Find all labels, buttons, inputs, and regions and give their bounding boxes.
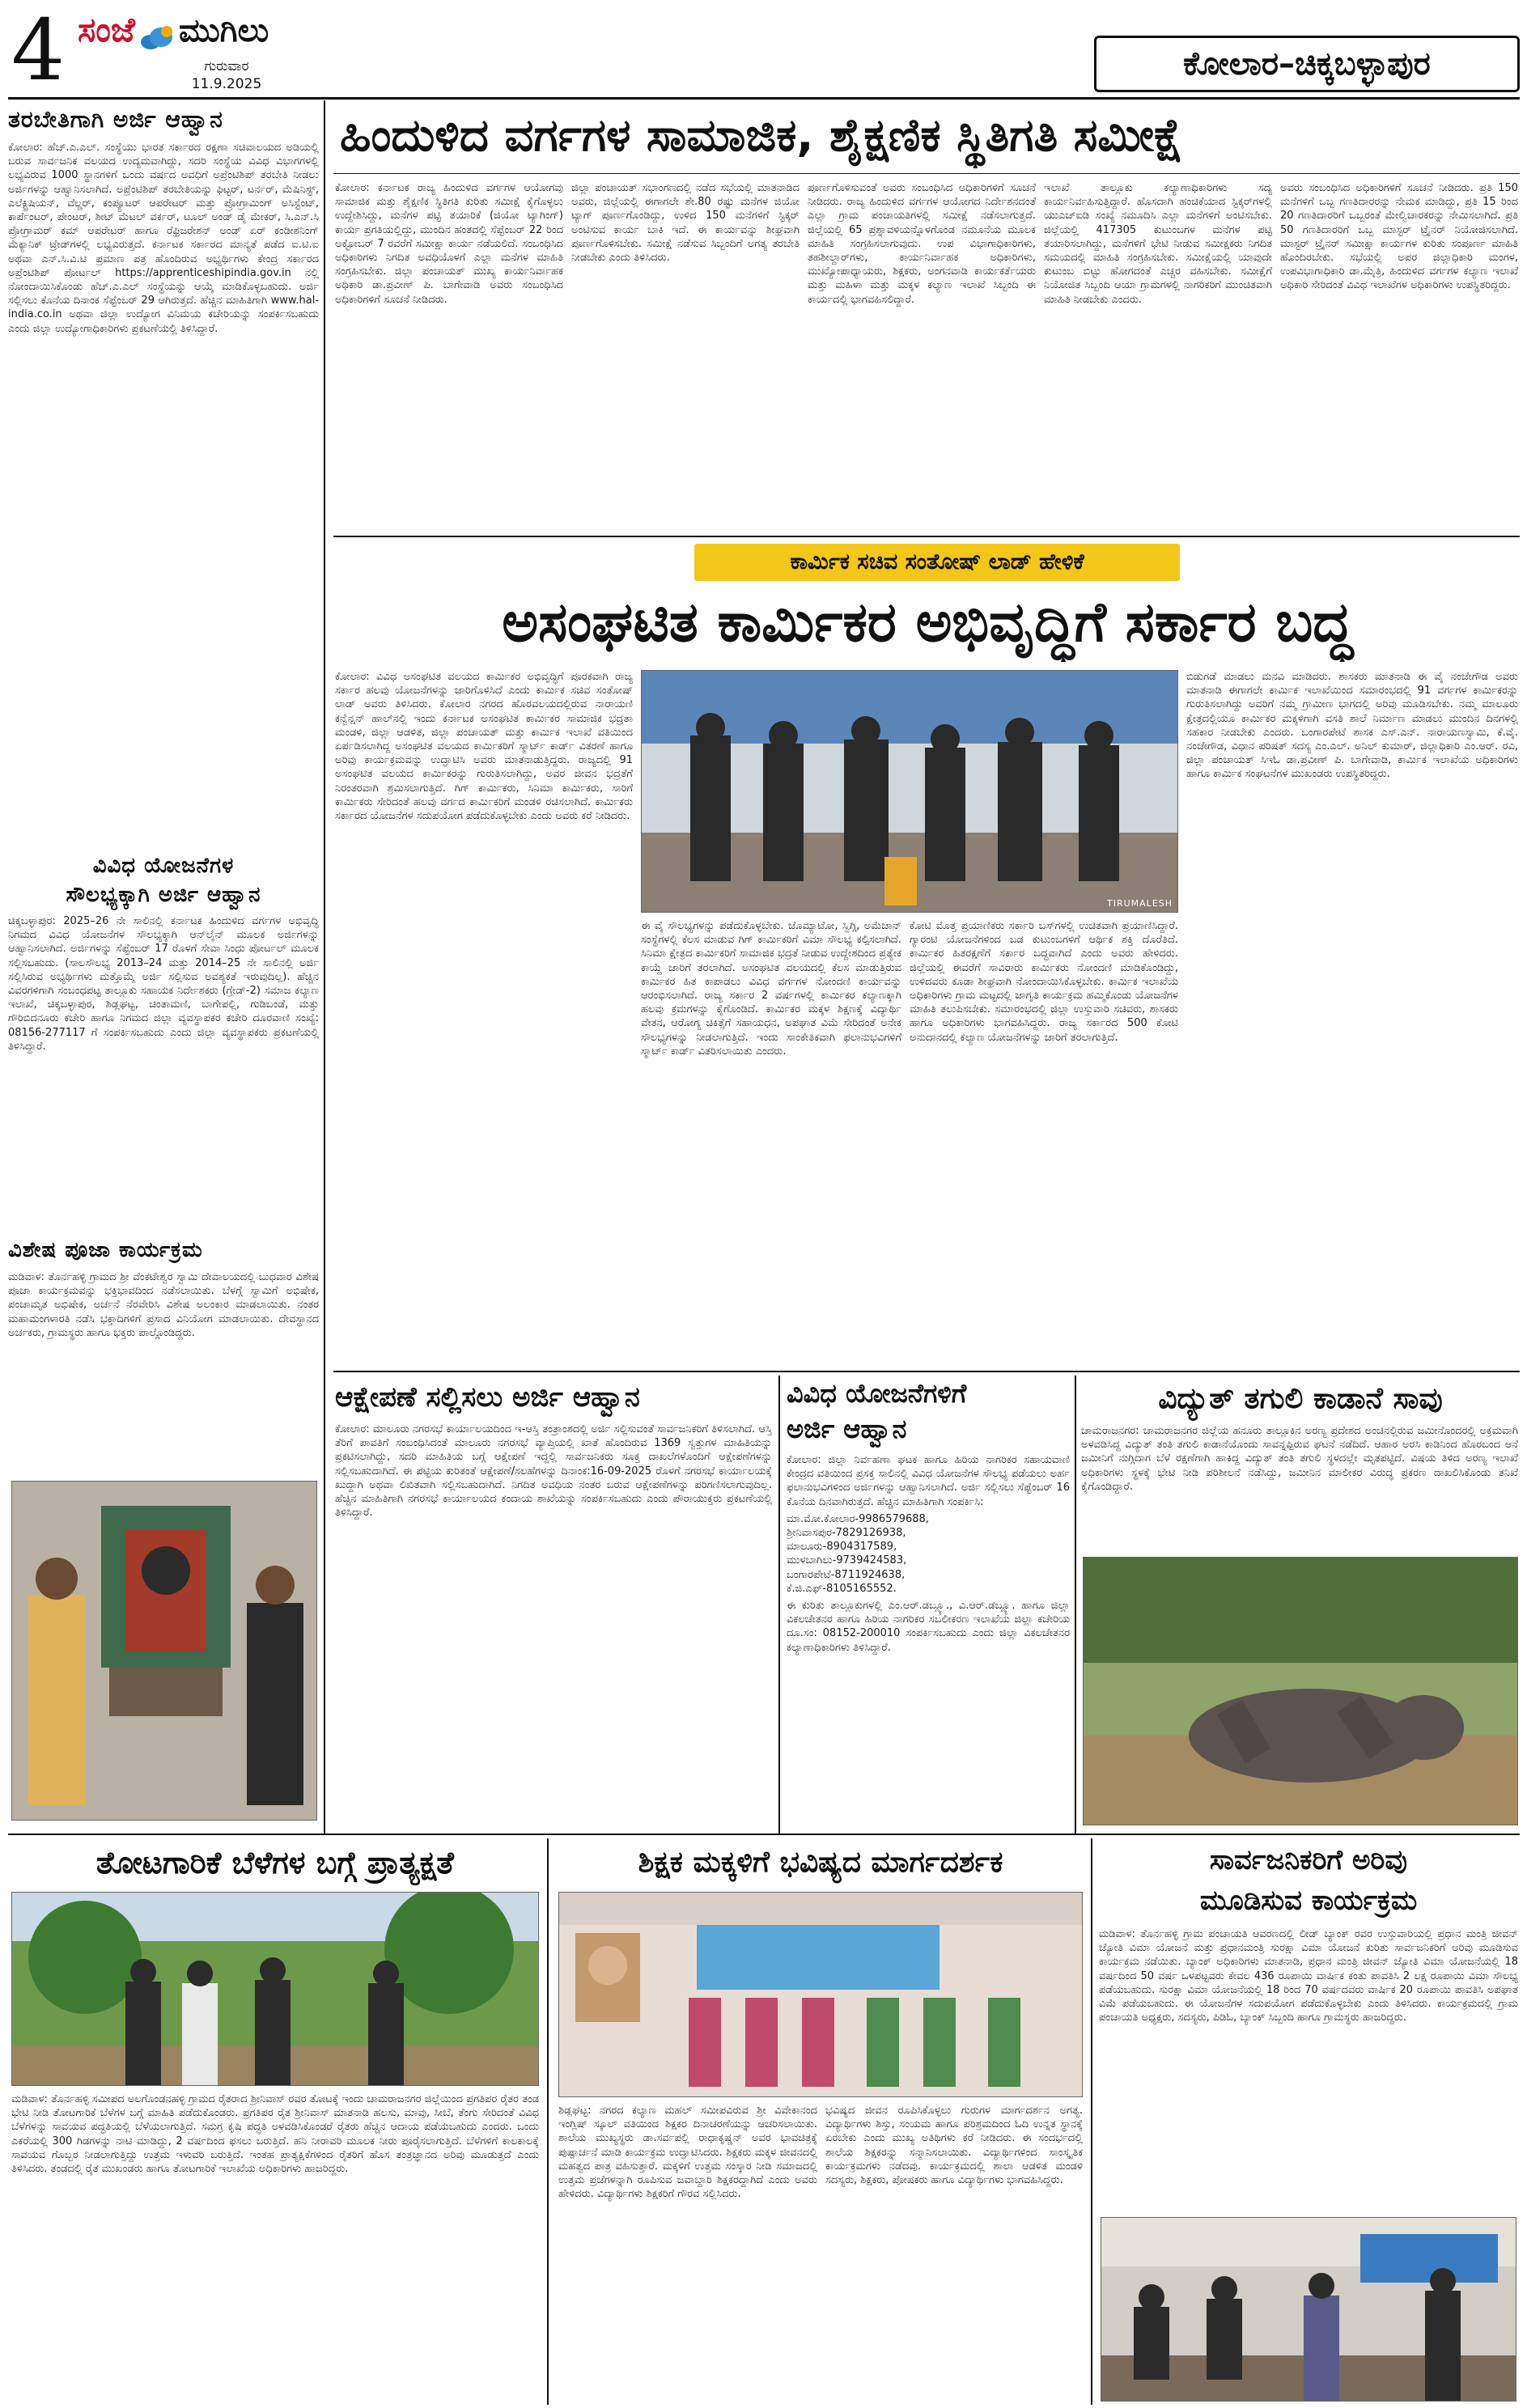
various-headline-line-1: ವಿವಿಧ ಯೋಜನೆಗಳಿಗೆ	[787, 1378, 967, 1409]
teacher-col-2: ಭವಿಷ್ಯದ ಜೀವನ ರೂಪಿಸಿಕೊಳ್ಳಲು ಗುರುಗಳ ಮಾರ್ಗದರ್ಶನ ಅಗತ್ಯ. ವಿದ್ಯಾರ್ಥಿಗಳು ಶಿಸ್ತು, ಸಂಯಮ ಹಾಗೂ ಪರಿಶ್ರಮದಿಂದ ಓದಿ ಉನ್ನತ ಸ್ಥಾನಕ್ಕೆ ಏರಬೇಕು ಎಂದು ಮುಖ್ಯ ಅತಿಥಿಗಳು ಕರೆ ನೀಡಿದರು. ಈ ಸಂದರ್ಭದಲ್ಲಿ ಶಾಲೆಯ ಶಿಕ್ಷಕರನ್ನು ಸನ್ಮಾನಿಸಲಾಯಿತು. ವಿದ್ಯಾರ್ಥಿಗಳಿಂದ ಸಾಂಸ್ಕೃತಿಕ ಕಾರ್ಯಕ್ರಮಗಳು ನಡೆದವು. ಕಾರ್ಯಕ್ರಮದಲ್ಲಿ ಶಾಲಾ ಆಡಳಿತ ಮಂಡಳಿ ಸದಸ್ಯರು, ಶಿಕ್ಷಕರು, ಪೋಷಕರು ಹಾಗೂ ವಿದ್ಯಾರ್ಥಿಗಳು ಭಾಗವಹಿಸಿದ್ದರು.	[825, 2105, 1083, 2187]
contact-line: ಬಂಗಾರಪೇಟೆ-8711924638,	[787, 1568, 906, 1581]
labour-bottom-rule	[333, 1371, 1520, 1372]
sidebar-apprentice-title: ತರಬೇತಿಗಾಗಿ ಅರ್ಜಿ ಆಹ್ವಾನ	[8, 106, 223, 133]
labour-col-2: ಈ ವೈ ಸೌಲಭ್ಯಗಳನ್ನು ಪಡೆದುಕೊಳ್ಳಬೇಕು. ಜೊಮ್ಯಾಟೋ, ಸ್ವಿಗ್ಗಿ, ಅಮೆಜಾನ್ ಸಂಸ್ಥೆಗಳಲ್ಲಿ ಕೆಲಸ ಮಾಡುವ ಗಿಗ್ ಕಾರ್ಮಿಕರಿಗೆ ವಿಮಾ ಸೌಲಭ್ಯ ಕಲ್ಪಿಸಲಾಗಿದೆ. ಸಿನಿಮಾ ಕ್ಷೇತ್ರದ ಕಾರ್ಮಿಕರಿಗೆ ಸಾಮಾಜಿಕ ಭದ್ರತೆ ನೀಡುವ ಉದ್ದೇಶದಿಂದ ಪ್ರತ್ಯೇಕ ಕಾಯ್ದೆ ಜಾರಿಗೆ ತರಲಾಗಿದೆ. ಅಸಂಘಟಿತ ವಲಯದಲ್ಲಿ ಕೆಲಸ ಮಾಡುತ್ತಿರುವ ಕಾರ್ಮಿಕರ ಹಿತ ಕಾಪಾಡಲು ವಿವಿಧ ವರ್ಗಗಳ ನೋಂದಣಿ ಕಾರ್ಯವನ್ನು ಆರಂಭಿಸಲಾಗಿದೆ. ರಾಜ್ಯ ಸರ್ಕಾರ 2 ವರ್ಷಗಳಲ್ಲಿ ಕಾರ್ಮಿಕರ ಕಲ್ಯಾಣಕ್ಕಾಗಿ ಹಲವು ಕ್ರಮಗಳನ್ನು ಕೈಗೊಂಡಿದೆ. ಕಾರ್ಮಿಕರ ಮಕ್ಕಳ ಶಿಕ್ಷಣಕ್ಕೆ ವಿದ್ಯಾರ್ಥಿ ವೇತನ, ಆರೋಗ್ಯ ಚಿಕಿತ್ಸೆಗೆ ಸಹಾಯಧನ, ಅಪಘಾತ ವಿಮೆ ಸೇರಿದಂತೆ ಅನೇಕ ಸೌಲಭ್ಯಗಳನ್ನು ನೀಡಲಾಗುತ್ತಿದೆ. ಇಂದು ಸಾಂಕೇತಿಕವಾಗಿ ಫಲಾನುಭವಿಗಳಿಗೆ ಸ್ಮಾರ್ಟ್ ಕಾರ್ಡ್ ವಿತರಿಸಲಾಯಿತು ಎಂದರು.	[641, 920, 901, 1058]
region-banner	[1094, 36, 1520, 92]
temple-photo	[11, 1481, 317, 1821]
sidebar-apprentice	[8, 104, 319, 848]
teacher-divider	[1091, 1838, 1092, 2405]
masthead-rule	[8, 97, 1520, 100]
teacher-photo	[558, 1892, 1083, 2097]
masthead-date: 11.9.2025	[191, 76, 262, 92]
contact-line: ಮಾಲೂರು-8904317589,	[787, 1541, 897, 1554]
contact-line: ಶ್ರೀನಿವಾಸಪುರ-7829126938,	[787, 1527, 906, 1540]
contact-line: ಮುಳಬಾಗಿಲು-9739424583,	[787, 1554, 907, 1567]
sidebar-apprentice-body: ಕೋಲಾರ: ಹೆಚ್.ಎ.ಎಲ್. ಸಂಸ್ಥೆಯು ಭಾರತ ಸರ್ಕಾರದ ರಕ್ಷಣಾ ಸಚಿವಾಲಯದ ಅಡಿಯಲ್ಲಿ ಬರುವ ಸಾರ್ವಜನಿಕ ವಲಯದ ಉದ್ಯಮವಾಗಿದ್ದು, ಸದರಿ ಸಂಸ್ಥೆಯ ವಿವಿಧ ವಿಭಾಗಗಳಲ್ಲಿ ಲಭ್ಯವಿರುವ 1000 ಸ್ಥಾನಗಳಿಗೆ ಒಂದು ವರ್ಷದ ಅವಧಿಗೆ ಅಪ್ರೆಂಟಿಶಿಪ್ ತರಬೇತಿ ನೀಡಲು ಅರ್ಜಿಗಳನ್ನು ಆಹ್ವಾನಿಸಲಾಗಿದೆ. ಅಪ್ರೆಂಟಿಶಿಪ್ ತರಬೇತಿಯನ್ನು ಫಿಟ್ಟರ್, ಟರ್ನರ್, ಮೆಷಿನಿಸ್ಟ್, ಎಲೆಕ್ಟ್ರಿಷಿಯನ್, ವೆಲ್ಡರ್, ಕಂಪ್ಯೂಟರ್ ಆಪರೇಟರ್ ಮತ್ತು ಪ್ರೋಗ್ರಾಮಿಂಗ್ ಅಸಿಸ್ಟೆಂಟ್, ಕಾರ್ಪೆಂಟರ್, ಪೇಂಟರ್, ಶೀಟ್ ಮೆಟಲ್ ವರ್ಕರ್, ಟೂಲ್ ಅಂಡ್ ಡೈ ಮೇಕರ್, ಸಿ.ಎನ್.ಸಿ ಪ್ರೋಗ್ರಾಮರ್ ಕಮ್ ಆಪರೇಟರ್ ಹಾಗೂ ರೆಫ್ರಿಜರೇಶನ್ ಅಂಡ್ ಏರ್ ಕಂಡೀಶನಿಂಗ್ ಮೆಕ್ಯಾನಿಕ್ ಟ್ರೇಡ್‍ಗಳಲ್ಲಿ ಲಭ್ಯವಿರುತ್ತದೆ. ಕರ್ನಾಟಕ ಸರ್ಕಾರದ ಮಾನ್ಯತೆ ಪಡೆದ ಐ.ಟಿ.ಐ ಅಥವಾ ಎನ್.ಸಿ.ವಿ.ಟಿ ಪ್ರಮಾಣ ಪತ್ರ ಹೊಂದಿರುವ ಅಭ್ಯರ್ಥಿಗಳು ಕೇಂದ್ರ ಸರ್ಕಾರದ ಅಪ್ರೆಂಟಿಶಿಪ್ ಪೋರ್ಟಲ್ https://apprenticeshipindia.gov.in ನಲ್ಲಿ ನೋಂದಾಯಿಸಿಕೊಂಡು ಹೆಚ್.ಎ.ಎಲ್ ಸಂಸ್ಥೆಯನ್ನು ಆಯ್ಕೆ ಮಾಡಿಕೊಳ್ಳಬಹುದು. ಅರ್ಜಿ ಸಲ್ಲಿಸಲು ಕೊನೆಯ ದಿನಾಂಕ ಸೆಪ್ಟೆಂಬರ್ 29 ಆಗಿರುತ್ತದೆ. ಹೆಚ್ಚಿನ ಮಾಹಿತಿಗಾಗಿ www.hal-india.co.in ಅಥವಾ ಜಿಲ್ಲಾ ಉದ್ಯೋಗ ವಿನಿಮಯ ಕಚೇರಿಯನ್ನು ಸಂಪರ್ಕಿಸಬಹುದು ಎಂದು ಜಿಲ್ಲಾ ಉದ್ಯೋಗಾಧಿಕಾರಿಗಳು ಪ್ರಕಟಣೆಯಲ್ಲಿ ತಿಳಿಸಿದ್ದಾರೆ.	[8, 142, 319, 335]
labour-col-3: ಕೋಟಿ ಮೊತ್ತ ಪ್ರಯಾಣಿಕರು ಸರ್ಕಾರಿ ಬಸ್‌ಗಳಲ್ಲಿ ಉಚಿತವಾಗಿ ಪ್ರಯಾಣಿಸಿದ್ದಾರೆ. ಗ್ಯಾರಂಟಿ ಯೋಜನೆಗಳಿಂದ ಬಡ ಕುಟುಂಬಗಳಿಗೆ ಆರ್ಥಿಕ ಶಕ್ತಿ ದೊರೆತಿದೆ. ಕಾರ್ಮಿಕರ ಹಿತರಕ್ಷಣೆಗೆ ಸರ್ಕಾರ ಬದ್ಧವಾಗಿದೆ ಎಂದು ಅವರು ಹೇಳಿದರು. ಜಿಲ್ಲೆಯಲ್ಲಿ ಈವರೆಗೆ ಸಾವಿರಾರು ಕಾರ್ಮಿಕರು ನೋಂದಣಿ ಮಾಡಿಕೊಂಡಿದ್ದು, ಉಳಿದವರು ಕೂಡಾ ಶೀಘ್ರವಾಗಿ ನೋಂದಾಯಿಸಿಕೊಳ್ಳಬೇಕು. ಕಾರ್ಮಿಕ ಇಲಾಖೆಯ ಅಧಿಕಾರಿಗಳು ಗ್ರಾಮ ಮಟ್ಟದಲ್ಲಿ ಜಾಗೃತಿ ಕಾರ್ಯಕ್ರಮ ಹಮ್ಮಿಕೊಂಡು ಯೋಜನೆಗಳ ಮಾಹಿತಿ ತಲುಪಿಸಬೇಕು. ಸಮಾರಂಭದಲ್ಲಿ ಜಿಲ್ಲಾ ಉಸ್ತುವಾರಿ ಸಚಿವರು, ಶಾಸಕರು ಹಾಗೂ ಅಧಿಕಾರಿಗಳು ಭಾಗವಹಿಸಿದ್ದರು. ರಾಜ್ಯ ಸರ್ಕಾರದ 500 ಕೋಟಿ ಅನುದಾನದಲ್ಲಿ ಕಲ್ಯಾಣ ಯೋಜನೆಗಳನ್ನು ಜಾರಿಗೆ ತರಲಾಗುತ್ತಿದೆ.	[910, 920, 1178, 1044]
various-tail: ಈ ಕುರಿತು ತಾಲ್ಲೂಕುಗಳಲ್ಲಿ ಎಂ.ಆರ್.ಡಬ್ಲ್ಯೂ., ವಿ.ಆರ್.ಡಬ್ಲ್ಯೂ. ಹಾಗೂ ಜಿಲ್ಲಾ ವಿಕಲಚೇತನರ ಹಾಗೂ ಹಿರಿಯ ನಾಗರಿಕರ ಸಬಲೀಕರಣ ಇಲಾಖೆಯ ಜಿಲ್ಲಾ ಕಚೇರಿಯ ದೂ.ಸಂ: 08152-200010 ಸಂಪರ್ಕಿಸಬಹುದು ಎಂದು ಜಿಲ್ಲಾ ವಿಕಲಚೇತನರ ಕಲ್ಯಾಣಾಧಿಕಾರಿಗಳು ತಿಳಿಸಿದ್ದಾರೆ.	[787, 1600, 1070, 1654]
region-title: ಕೋಲಾರ–ಚಿಕ್ಕಬಳ್ಳಾಪುರ	[1183, 45, 1431, 83]
awareness-body: ಮಡಿವಾಳ: ತೊರ್ನಹಳ್ಳಿ ಗ್ರಾಮ ಪಂಚಾಯತಿ ಆವರಣದಲ್ಲಿ ಲೀಡ್ ಬ್ಯಾಂಕ್ ರವರ ಉಸ್ತುವಾರಿಯಲ್ಲಿ ಪ್ರಧಾನ ಮಂತ್ರಿ ಜೀವನ್ ಜ್ಯೋತಿ ವಿಮಾ ಯೋಜನೆ ಮತ್ತು ಪ್ರಧಾನಮಂತ್ರಿ ಸುರಕ್ಷಾ ವಿಮಾ ಯೋಜನೆ ಕುರಿತು ಸಾರ್ವಜನಿಕರಿಗೆ ಅರಿವು ಮೂಡಿಸುವ ಕಾರ್ಯಕ್ರಮ ನಡೆಯಿತು. ಬ್ಯಾಂಕ್ ಅಧಿಕಾರಿಗಳು ಮಾತನಾಡಿ, ಪ್ರಧಾನ ಮಂತ್ರಿ ಜೀವನ್ ಜ್ಯೋತಿ ವಿಮಾ ಯೋಜನೆಯಲ್ಲಿ 18 ವರ್ಷದಿಂದ 50 ವರ್ಷ ಒಳಪಟ್ಟವರು ಕೇವಲ 436 ರೂಪಾಯಿ ವಾರ್ಷಿಕ ಕಂತು ಪಾವತಿಸಿ 2 ಲಕ್ಷ ರೂಪಾಯಿ ವಿಮಾ ಸೌಲಭ್ಯ ಪಡೆಯಬಹುದು. ಸುರಕ್ಷಾ ವಿಮಾ ಯೋಜನೆಯಲ್ಲಿ 18 ರಿಂದ 70 ವರ್ಷದವರು ವಾರ್ಷಿಕ 20 ರೂಪಾಯಿ ಪಾವತಿಸಿ ಅಪಘಾತ ವಿಮೆ ಪಡೆಯಬಹುದು. ಈ ಯೋಜನೆಗಳ ಸದುಪಯೋಗ ಪಡೆದುಕೊಳ್ಳಬೇಕು ಎಂದು ತಿಳಿಸಿದರು. ಕಾರ್ಯಕ್ರಮದಲ್ಲಿ ಗ್ರಾಮ ಪಂಚಾಯತಿ ಅಧ್ಯಕ್ಷರು, ಸದಸ್ಯರು, ಪಿಡಿಓ, ಬ್ಯಾಂಕ್ ಸಿಬ್ಬಂದಿ ಹಾಗೂ ಗ್ರಾಮಸ್ಥರು ಹಾಜರಿದ್ದರು.	[1099, 1928, 1518, 2024]
brand-part-b: ಮುಗಿಲು	[179, 12, 269, 49]
lead-headline: ಹಿಂದುಳಿದ ವರ್ಗಗಳ ಸಾಮಾಜಿಕ, ಶೈಕ್ಷಣಿಕ ಸ್ಥಿತಿಗತಿ ಸಮೀಕ್ಷೆ	[340, 109, 1184, 162]
various-body: ಕೋಲಾರ: ಜಿಲ್ಲಾ ನಿರ್ವಹಣಾ ಘಟಕ ಹಾಗೂ ಹಿರಿಯ ನಾಗರಿಕರ ಸಹಾಯವಾಣಿ ಕೇಂದ್ರದ ವತಿಯಿಂದ ಪ್ರಸಕ್ತ ಸಾಲಿನಲ್ಲಿ ವಿವಿಧ ಯೋಜನೆಗಳ ಸೌಲಭ್ಯ ಪಡೆಯಲು ಅರ್ಹ ಫಲಾನುಭವಿಗಳಿಂದ ಅರ್ಜಿಗಳನ್ನು ಆಹ್ವಾನಿಸಲಾಗಿದೆ. ಅರ್ಜಿ ಸಲ್ಲಿಸಲು ಸೆಪ್ಟೆಂಬರ್ 16 ಕೊನೆಯ ದಿನವಾಗಿರುತ್ತದೆ. ಹೆಚ್ಚಿನ ಮಾಹಿತಿಗಾಗಿ ಸಂಪರ್ಕಿಸಿ:	[787, 1454, 1070, 1508]
horti-headline: ತೋಟಗಾರಿಕೆ ಬೆಳೆಗಳ ಬಗ್ಗೆ ಪ್ರಾತ್ಯಕ್ಷತೆ	[96, 1845, 454, 1880]
labour-kicker-text: ಕಾರ್ಮಿಕ ಸಚಿವ ಸಂತೋಷ್ ಲಾಡ್ ಹೇಳಿಕೆ	[790, 549, 1084, 574]
labour-photo-credit: TIRUMALESH	[1106, 898, 1173, 909]
brand-part-a: ಸಂಜೆ	[78, 10, 135, 49]
lead-col-2: ಜಿಲ್ಲಾ ಪಂಚಾಯತ್ ಸಭಾಂಗಣದಲ್ಲಿ ನಡೆದ ಸಭೆಯಲ್ಲಿ ಮಾತನಾಡಿದ ಅವರು, ಜಿಲ್ಲೆಯಲ್ಲಿ ಈಗಾಗಲೇ ಶೇ.80 ರಷ್ಟು ಮನೆಗಳ ಜಿಯೋ ಟ್ಯಾಗ್ ಪೂರ್ಣಗೊಂಡಿದ್ದು, ಉಳಿದ 150 ಮನೆಗಳಿಗೆ ಸ್ಟಿಕ್ಕರ್ ಅಂಟಿಸುವ ಕಾರ್ಯ ಬಾಕಿ ಇದೆ. ಈ ಕಾರ್ಯವನ್ನು ಶೀಘ್ರವಾಗಿ ಪೂರ್ಣಗೊಳಿಸಬೇಕು. ಸಮೀಕ್ಷೆ ನಡೆಸುವ ಸಿಬ್ಬಂದಿಗೆ ಅಗತ್ಯ ತರಬೇತಿ ನೀಡಬೇಕು ಎಂದು ತಿಳಿಸಿದರು.	[571, 182, 800, 265]
sidebar-schemes-title-1: ವಿವಿಧ ಯೋಜನೆಗಳ	[92, 854, 235, 878]
labour-kicker	[694, 544, 1180, 581]
sidebar-schemes	[8, 851, 319, 1232]
awareness-headline-line-1: ಸಾರ್ವಜನಿಕರಿಗೆ ಅರಿವು	[1209, 1844, 1408, 1876]
awareness-headline-line-2: ಮೂಡಿಸುವ ಕಾರ್ಯಕ್ರಮ	[1199, 1884, 1418, 1917]
sidebar-pooja	[8, 1235, 319, 1469]
lead-bottom-rule	[333, 536, 1520, 537]
masthead	[0, 0, 1527, 99]
objection-body: ಕೋಲಾರ: ಮಾಲೂರು ನಗರಸಭೆ ಕಾರ್ಯಾಲಯದಿಂದ ಇ-ಆಸ್ತಿ ತಂತ್ರಾಂಶದಲ್ಲಿ ಅರ್ಜಿ ಸಲ್ಲಿಸುವಂತೆ ಸಾರ್ವಜನಿಕರಿಗೆ ತಿಳಿಸಲಾಗಿದೆ. ಆಸ್ತಿ ತೆರಿಗೆ ಪಾವತಿಗೆ ಸಂಬಂಧಿಸಿದಂತೆ ಮಾಲೂರು ನಗರಸಭೆ ವ್ಯಾಪ್ತಿಯಲ್ಲಿ ಖಾತೆ ಹೊಂದಿರುವ 1369 ಸ್ವತ್ತುಗಳ ಮಾಹಿತಿಯನ್ನು ಪ್ರಕಟಿಸಲಾಗಿದ್ದು, ಸದರಿ ಮಾಹಿತಿಯ ಬಗ್ಗೆ ಆಕ್ಷೇಪಣೆ ಇದ್ದಲ್ಲಿ ಸಾರ್ವಜನಿಕರು ಸೂಕ್ತ ದಾಖಲೆಗಳೊಂದಿಗೆ ಆಕ್ಷೇಪಣೆಗಳನ್ನು ಸಲ್ಲಿಸಬಹುದಾಗಿದೆ. ಈ ಪಟ್ಟಿಯ ಕುರಿತಂತೆ ಆಕ್ಷೇಪಣೆ/ಸಲಹೆಗಳನ್ನು ದಿನಾಂಕ:16-09-2025 ರೊಳಗೆ ನಗರಸಭೆ ಕಾರ್ಯಾಲಯಕ್ಕೆ ಖುದ್ದಾಗಿ ಅಥವಾ ಲಿಖಿತವಾಗಿ ಸಲ್ಲಿಸಬಹುದಾಗಿದೆ. ನಿಗದಿತ ಅವಧಿಯ ನಂತರ ಬರುವ ಆಕ್ಷೇಪಣೆಗಳನ್ನು ಪರಿಗಣಿಸಲಾಗುವುದಿಲ್ಲ. ಹೆಚ್ಚಿನ ಮಾಹಿತಿಗಾಗಿ ನಗರಸಭೆ ಕಾರ್ಯಾಲಯದ ಕಂದಾಯ ಶಾಖೆಯನ್ನು ಸಂಪರ್ಕಿಸಬಹುದು ಎಂದು ಪೌರಾಯುಕ್ತರು ಪ್ರಕಟಣೆಯಲ್ಲಿ ತಿಳಿಸಿದ್ದಾರೆ.	[335, 1423, 772, 1520]
labour-col-1: ಕೋಲಾರ: ವಿವಿಧ ಅಸಂಘಟಿತ ವಲಯದ ಕಾರ್ಮಿಕರ ಅಭಿವೃದ್ಧಿಗೆ ಪೂರಕವಾಗಿ ರಾಜ್ಯ ಸರ್ಕಾರ ಹಲವು ಯೋಜನೆಗಳನ್ನು ಜಾರಿಗೊಳಿಸಿದೆ ಎಂದು ಕಾರ್ಮಿಕ ಸಚಿವ ಸಂತೋಷ್ ಲಾಡ್ ಅವರು ತಿಳಿಸಿದರು. ಕೋಲಾರ ನಗರದ ಹೊರವಲಯದಲ್ಲಿರುವ ನಾರಾಯಣಿ ಕನ್ವೆನ್ಷನ್ ಹಾಲ್‌ನಲ್ಲಿ ಇಂದು ಕರ್ನಾಟಕ ಅಸಂಘಟಿತ ಕಾರ್ಮಿಕರ ಸಾಮಾಜಿಕ ಭದ್ರತಾ ಮಂಡಳಿ, ಜಿಲ್ಲಾ ಆಡಳಿತ, ಜಿಲ್ಲಾ ಪಂಚಾಯತ್ ಮತ್ತು ಕಾರ್ಮಿಕ ಇಲಾಖೆ ವತಿಯಿಂದ ಏರ್ಪಡಿಸಲಾಗಿದ್ದ ಅಸಂಘಟಿತ ವಲಯದ ಕಾರ್ಮಿಕರಿಗೆ ಸ್ಮಾರ್ಟ್ ಕಾರ್ಡ್ ವಿತರಣೆ ಹಾಗೂ ಅರಿವು ಕಾರ್ಯಕ್ರಮವನ್ನು ಉದ್ಘಾಟಿಸಿ ಅವರು ಮಾತನಾಡುತ್ತಿದ್ದರು. ರಾಜ್ಯದಲ್ಲಿ 91 ಅಸಂಘಟಿತ ವಲಯದ ಕಾರ್ಮಿಕರನ್ನು ಗುರುತಿಸಲಾಗಿದ್ದು, ಅವರ ಜೀವನ ಭದ್ರತೆಗೆ ನಿರಂತರವಾಗಿ ಶ್ರಮಿಸಲಾಗುತ್ತಿದೆ. ಗಿಗ್ ಕಾರ್ಮಿಕರು, ಸಿನಿಮಾ ಕಾರ್ಮಿಕರು, ಸಾರಿಗೆ ಕಾರ್ಮಿಕರು ಸೇರಿದಂತೆ ಹಲವು ವರ್ಗದ ಕಾರ್ಮಿಕರಿಗೆ ಮಂಡಳಿ ರಚಿಸಲಾಗಿದೆ. ಕಾರ್ಮಿಕರು ಸರ್ಕಾರದ ಯೋಜನೆಗಳ ಸದುಪಯೋಗ ಪಡೆದುಕೊಳ್ಳಬೇಕು ಎಂದು ಅವರು ಕರೆ ನೀಡಿದರು.	[335, 671, 633, 823]
lead-col-4: ಇಲಾಖೆ ತಾಲ್ಲೂಕು ಕಲ್ಯಾಣಾಧಿಕಾರಿಗಳು ಸದ್ಯ ಕಾರ್ಯನಿರ್ವಹಿಸುತ್ತಿದ್ದಾರೆ. ಹೊಸದಾಗಿ ಹಂಚಿಕೆಯಾದ ಸ್ಟಿಕ್ಕರ್‌ಗಳಲ್ಲಿ ಯುಎಚ್‌ಐಡಿ ಸಂಖ್ಯೆ ನಮೂದಿಸಿ ಎಲ್ಲಾ ಮನೆಗಳಿಗೆ ಅಂಟಿಸಬೇಕು. ಜಿಲ್ಲೆಯಲ್ಲಿ 417305 ಕುಟುಂಬಗಳ ಮನೆಗಳ ಪಟ್ಟಿ ತಯಾರಿಸಲಾಗಿದ್ದು, ಮನೆಗಳಿಗೆ ಭೇಟಿ ನೀಡುವ ಸಮೀಕ್ಷಕರು ನಿಗದಿತ ಸಮಯದಲ್ಲಿ ಮಾಹಿತಿ ಸಂಗ್ರಹಿಸಬೇಕು. ಸಮೀಕ್ಷೆಯಲ್ಲಿ ಯಾವುದೇ ಕುಟುಂಬ ಬಿಟ್ಟು ಹೋಗದಂತೆ ಎಚ್ಚರ ವಹಿಸಬೇಕು. ಸಮೀಕ್ಷೆಗೆ ನಿಯೋಜಿತ ಸಿಬ್ಬಂದಿ ಆಯಾ ಗ್ರಾಮಗಳಲ್ಲಿ ನಾಗರಿಕರಿಗೆ ಮುಂಚಿತವಾಗಿ ಮಾಹಿತಿ ನೀಡಬೇಕು ಎಂದರು.	[1044, 182, 1272, 306]
horti-photo	[11, 1892, 539, 2086]
awareness-headline	[1097, 1840, 1520, 1921]
sidebar-pooja-body: ಮಡಿವಾಳ: ತೊರ್ನಹಳ್ಳಿ ಗ್ರಾಮದ ಶ್ರೀ ವೆಂಕಟೇಶ್ವರ ಸ್ವಾಮಿ ದೇವಾಲಯದಲ್ಲಿ ಬುಧವಾರ ವಿಶೇಷ ಪೂಜಾ ಕಾರ್ಯಕ್ರಮವನ್ನು ಭಕ್ತಿಭಾವದಿಂದ ನಡೆಸಲಾಯಿತು. ಬೆಳಗ್ಗೆ ಸ್ವಾಮಿಗೆ ಅಭಿಷೇಕ, ಪಂಚಾಮೃತ ಅಭಿಷೇಕ, ಅರ್ಚನೆ ನೆರವೇರಿಸಿ ವಿಶೇಷ ಅಲಂಕಾರ ಮಾಡಲಾಯಿತು. ನಂತರ ಮಹಾಮಂಗಳಾರತಿ ನಡೆಸಿ ಭಕ್ತಾದಿಗಳಿಗೆ ಪ್ರಸಾದ ವಿನಿಯೋಗ ಮಾಡಲಾಯಿತು. ದೇವಸ್ಥಾನದ ಅರ್ಚಕರು, ಗ್ರಾಮಸ್ಥರು ಹಾಗೂ ಭಕ್ತರು ಪಾಲ್ಗೊಂಡಿದ್ದರು.	[8, 1271, 319, 1339]
lead-col-5: ಅವರು ಸಂಬಂಧಿಸಿದ ಅಧಿಕಾರಿಗಳಿಗೆ ಸೂಚನೆ ನೀಡಿದರು. ಪ್ರತಿ 150 ಮನೆಗಳಿಗೆ ಒಬ್ಬ ಗಣತಿದಾರರನ್ನು ನೇಮಕ ಮಾಡಿದ್ದು, ಪ್ರತಿ 15 ರಿಂದ 20 ಗಣತಿದಾರರಿಗೆ ಒಬ್ಬರಂತೆ ಮೇಲ್ವಿಚಾರಕರನ್ನು ನೇಮಿಸಲಾಗಿದೆ. ಪ್ರತಿ 50 ಗಣತಿದಾರರಿಗೆ ಒಬ್ಬ ಮಾಸ್ಟರ್ ಟ್ರೈನರ್ ನಿಯೋಜಿಸಲಾಗಿದೆ. ಮಾಸ್ಟರ್ ಟ್ರೈನರ್ ಸಮೀಕ್ಷಾ ಕಾರ್ಯಗಳ ಕುರಿತು ಸಂಪೂರ್ಣ ಮಾಹಿತಿ ಹೊಂದಿರಬೇಕು. ಸಭೆಯಲ್ಲಿ ಅಪರ ಜಿಲ್ಲಾಧಿಕಾರಿ ಮಂಗಳ, ಉಪವಿಭಾಗಾಧಿಕಾರಿ ಡಾ.ಮೈತ್ರಿ, ಹಿಂದುಳಿದ ವರ್ಗಗಳ ಕಲ್ಯಾಣ ಇಲಾಖೆ ಅಧಿಕಾರಿ ಸೇರಿದಂತೆ ವಿವಿಧ ಇಲಾಖೆಗಳ ಅಧಿಕಾರಿಗಳು ಉಪಸ್ಥಿತರಿದ್ದರು.	[1280, 182, 1518, 292]
lead-col-1: ಕೋಲಾರ: ಕರ್ನಾಟಕ ರಾಜ್ಯ ಹಿಂದುಳಿದ ವರ್ಗಗಳ ಆಯೋಗವು ಸಾಮಾಜಿಕ ಮತ್ತು ಶೈಕ್ಷಣಿಕ ಸ್ಥಿತಿಗತಿ ಕುರಿತು ಸಮೀಕ್ಷೆ ಕೈಗೊಳ್ಳಲು ಉದ್ದೇಶಿಸಿದ್ದು, ಮನೆಗಳ ಪಟ್ಟಿ ತಯಾರಿಕೆ (ಜಿಯೋ ಟ್ಯಾಗಿಂಗ್) ಕಾರ್ಯ ಪ್ರಗತಿಯಲ್ಲಿದ್ದು, ಮುಂದಿನ ಹಂತದಲ್ಲಿ ಸೆಪ್ಟೆಂಬರ್ 22 ರಿಂದ ಅಕ್ಟೋಬರ್ 7 ರವರೆಗೆ ಸಮೀಕ್ಷಾ ಕಾರ್ಯ ನಡೆಯಲಿದೆ. ಸಂಬಂಧಿಸಿದ ಅಧಿಕಾರಿಗಳು ನಿಗದಿತ ಅವಧಿಯೊಳಗೆ ಎಲ್ಲಾ ಮನೆಗಳ ಮಾಹಿತಿ ಸಂಗ್ರಹಿಸಬೇಕು. ಜಿಲ್ಲಾ ಪಂಚಾಯತ್ ಮುಖ್ಯ ಕಾರ್ಯನಿರ್ವಾಹಕ ಅಧಿಕಾರಿ ಡಾ.ಪ್ರವೀಣ್ ಪಿ. ಬಾಗೇವಾಡಿ ಅವರು ಸಂಬಂಧಿಸಿದ ಅಧಿಕಾರಿಗಳಿಗೆ ಸೂಚನೆ ನೀಡಿದರು.	[335, 182, 563, 306]
contact-line: ಕೆ.ಜಿ.ಎಫ್-8105165552.	[787, 1582, 897, 1595]
various-contact-list	[787, 1512, 1070, 1596]
labour-col-4: ಬಿಡುಗಡೆ ಮಾಡಲು ಮನವಿ ಮಾಡಿದರು. ಶಾಸಕರು ಮಾತನಾಡಿ ಈ ವೈ ನಂಜೇಗೌಡ ಅವರು ಮಾತನಾಡಿ ಈಗಾಗಲೇ ಕಾರ್ಮಿಕ ಇಲಾಖೆಯಿಂದ ಸಮಾರಂಭದಲ್ಲಿ 91 ವರ್ಗಗಳ ಕಾರ್ಮಿಕರನ್ನು ಗುರುತಿಸಲಾಗಿದ್ದು ಅವರಿಗೆ ನಮ್ಮ ಗ್ರಾಮೀಣ ಭಾಗದಲ್ಲಿ ಅರಿವು ಮೂಡಿಸಬೇಕು. ನಮ್ಮ ಮಾಲೂರು ಕ್ಷೇತ್ರದಲ್ಲಿಯೂ ಕಾರ್ಮಿಕರ ಮಕ್ಕಳಿಗಾಗಿ ವಸತಿ ಶಾಲೆ ನಿರ್ಮಾಣ ಮಾಡಲು ಮುಂದಿನ ದಿನಗಳಲ್ಲಿ ಸಹಕಾರ ನೀಡಬೇಕು ಎಂದರು. ಬಂಗಾರಪೇಟೆ ಶಾಸಕ ಎಸ್.ಎನ್. ನಾರಾಯಣಸ್ವಾಮಿ, ಕೆ.ವೈ. ನಂಜೇಗೌಡ, ವಿಧಾನ ಪರಿಷತ್ ಸದಸ್ಯ ಎಂ.ಎಲ್. ಅನಿಲ್ ಕುಮಾರ್, ಜಿಲ್ಲಾಧಿಕಾರಿ ಎಂ.ಆರ್. ರವಿ, ಜಿಲ್ಲಾ ಪಂಚಾಯತ್ ಸಿಇಓ ಡಾ.ಪ್ರವೀಣ್ ಪಿ. ಬಾಗೇವಾಡಿ, ಕಾರ್ಮಿಕ ಇಲಾಖೆಯ ಅಧಿಕಾರಿಗಳು ಹಾಗೂ ಕಾರ್ಮಿಕ ಸಂಘಟನೆಗಳ ಮುಖಂಡರು ಉಪಸ್ಥಿತರಿದ್ದರು.	[1186, 671, 1518, 781]
sidebar-divider	[324, 100, 325, 1834]
cloud-logo-icon	[139, 24, 175, 52]
objection-divider	[778, 1376, 780, 1834]
various-divider	[1075, 1376, 1076, 1834]
contact-line: ಮಾ.ಮೋ.ಕೋಲಾರ-9986579688,	[787, 1512, 929, 1525]
masthead-day: ಗುರುವಾರ	[204, 58, 249, 74]
middle-bottom-rule	[8, 1834, 1520, 1835]
page-number: 4	[11, 6, 66, 94]
teacher-col-1: ಶಿಡ್ಲಘಟ್ಟ: ನಗರದ ಕಲ್ಯಾಣ ಮಹಲ್ ಸಮೀಪವಿರುವ ಶ್ರೀ ವಿವೇಕಾನಂದ ಇಂಗ್ಲಿಷ್ ಸ್ಕೂಲ್ ವತಿಯಿಂದ ಶಿಕ್ಷಕರ ದಿನಾಚರಣೆಯನ್ನು ಆಚರಿಸಲಾಯಿತು. ಶಾಲೆಯ ಮುಖ್ಯಸ್ಥರು ಡಾ.ಸರ್ವಪಲ್ಲಿ ರಾಧಾಕೃಷ್ಣನ್ ಅವರ ಭಾವಚಿತ್ರಕ್ಕೆ ಪುಷ್ಪಾರ್ಚನೆ ಮಾಡಿ ಕಾರ್ಯಕ್ರಮ ಉದ್ಘಾಟಿಸಿದರು. ಶಿಕ್ಷಕರು ಮಕ್ಕಳ ಜೀವನದಲ್ಲಿ ಮಹತ್ವದ ಪಾತ್ರ ವಹಿಸುತ್ತಾರೆ. ಮಕ್ಕಳಿಗೆ ಉತ್ತಮ ಸಂಸ್ಕಾರ ನೀಡಿ ಸಮಾಜದಲ್ಲಿ ಉತ್ತಮ ಪ್ರಜೆಗಳನ್ನಾಗಿ ರೂಪಿಸುವ ಜವಾಬ್ದಾರಿ ಶಿಕ್ಷಕರದ್ದಾಗಿದೆ ಎಂದು ಅವರು ಹೇಳಿದರು. ವಿದ್ಯಾರ್ಥಿಗಳು ಶಿಕ್ಷಕರಿಗೆ ಗೌರವ ಸಲ್ಲಿಸಿದರು.	[558, 2105, 817, 2201]
various-headline	[787, 1376, 1078, 1448]
labour-headline: ಅಸಂಘಟಿತ ಕಾರ್ಮಿಕರ ಅಭಿವೃದ್ಧಿಗೆ ಸರ್ಕಾರ ಬದ್ಧ	[502, 591, 1353, 655]
teacher-headline: ಶಿಕ್ಷಕ ಮಕ್ಕಳಿಗೆ ಭವಿಷ್ಯದ ಮಾರ್ಗದರ್ಶಕ	[638, 1846, 1003, 1879]
awareness-photo	[1101, 2217, 1516, 2402]
masthead-brand	[78, 10, 312, 58]
horti-divider	[547, 1838, 549, 2405]
horti-body: ಮಡಿವಾಳ: ತೊರ್ನಹಳ್ಳಿ ಸಮೀಪದ ಅಲಗೊಂಡನಹಳ್ಳಿ ಗ್ರಾಮದ ರೈತರಾದ ಶ್ರೀನಿವಾಸ್ ರವರ ತೋಟಕ್ಕೆ ಇಂದು ಚಾಮರಾಜನಗರ ಜಿಲ್ಲೆಯಿಂದ ಪ್ರಗತಿಪರ ರೈತರ ತಂಡ ಭೇಟಿ ನೀಡಿ ತೋಟಗಾರಿಕೆ ಬೆಳೆಗಳ ಬಗ್ಗೆ ಮಾಹಿತಿ ಪಡೆದುಕೊಂಡರು. ಪ್ರಗತಿಪರ ರೈತ ಶ್ರೀನಿವಾಸ್ ಮಾತನಾಡಿ ಹಲಸು, ಮಾವು, ಸೀಬೆ, ತೆಂಗು ಸೇರಿದಂತೆ ವಿವಿಧ ಬೆಳೆಗಳನ್ನು ಸಾವಯವ ಪದ್ಧತಿಯಲ್ಲಿ ಬೆಳೆಯಲಾಗುತ್ತಿದೆ. ಸಮಗ್ರ ಕೃಷಿ ಪದ್ಧತಿ ಅಳವಡಿಸಿಕೊಂಡರೆ ರೈತರು ಹೆಚ್ಚಿನ ಆದಾಯ ಪಡೆಯಬಹುದು ಎಂದರು. ಒಂದು ಎಕರೆಯಲ್ಲಿ 300 ಗಿಡಗಳನ್ನು ನಾಟಿ ಮಾಡಿದ್ದು, 2 ವರ್ಷದಿಂದ ಫಸಲು ಬರುತ್ತಿದೆ. ಹನಿ ನೀರಾವರಿ ಮೂಲಕ ನೀರು ಪೂರೈಸಲಾಗುತ್ತಿದೆ. ಬೆಳೆಗಳಿಗೆ ಕಾಲಕಾಲಕ್ಕೆ ಸಾವಯವ ಗೊಬ್ಬರ ನೀಡಲಾಗುತ್ತಿದ್ದು ಉತ್ತಮ ಇಳುವರಿ ಬರುತ್ತಿದೆ. ಇಂತಹ ಪ್ರಾತ್ಯಕ್ಷಿಕೆಗಳಿಂದ ರೈತರಿಗೆ ಹೊಸ ತಂತ್ರಜ್ಞಾನದ ಅರಿವು ಮೂಡುತ್ತದೆ ಎಂದು ತಿಳಿಸಿದರು. ತಂಡದಲ್ಲಿ ರೈತ ಮುಖಂಡರು ಹಾಗೂ ತೋಟಗಾರಿಕೆ ಇಲಾಖೆಯ ಅಧಿಕಾರಿಗಳು ಹಾಜರಿದ್ದರು.	[11, 2093, 539, 2176]
various-headline-line-2: ಅರ್ಜಿ ಆಹ್ವಾನ	[787, 1414, 907, 1444]
lead-headline-rule	[333, 173, 1520, 174]
elephant-body: ಚಾಮರಾಜನಗರ: ಚಾಮರಾಜನಗರ ಜಿಲ್ಲೆಯ ಹನೂರು ತಾಲ್ಲೂಕಿನ ಅರಣ್ಯ ಪ್ರದೇಶದ ಅಂಚಿನಲ್ಲಿರುವ ಜಮೀನೊಂದರಲ್ಲಿ ಅಕ್ರಮವಾಗಿ ಅಳವಡಿಸಿದ್ದ ವಿದ್ಯುತ್ ತಂತಿ ತಗುಲಿ ಕಾಡಾನೆಯೊಂದು ಸಾವನ್ನಪ್ಪಿರುವ ಘಟನೆ ನಡೆದಿದೆ. ಆಹಾರ ಅರಸಿ ಕಾಡಿನಿಂದ ಹೊರಬಂದ ಆನೆ ಜಮೀನಿಗೆ ನುಗ್ಗಿದಾಗ ಬೆಳೆ ರಕ್ಷಣೆಗಾಗಿ ಹಾಕಿದ್ದ ವಿದ್ಯುತ್ ತಂತಿ ತಗುಲಿ ಸ್ಥಳದಲ್ಲೇ ಮೃತಪಟ್ಟಿದೆ. ವಿಷಯ ತಿಳಿದ ಅರಣ್ಯ ಇಲಾಖೆ ಅಧಿಕಾರಿಗಳು ಸ್ಥಳಕ್ಕೆ ಭೇಟಿ ನೀಡಿ ಪರಿಶೀಲನೆ ನಡೆಸಿದ್ದು, ಜಮೀನಿನ ಮಾಲೀಕರ ವಿರುದ್ಧ ಪ್ರಕರಣ ದಾಖಲಿಸಿಕೊಂಡು ತನಿಖೆ ಕೈಗೊಂಡಿದ್ದಾರೆ.	[1081, 1425, 1518, 1493]
various-content	[787, 1453, 1070, 1827]
elephant-photo	[1083, 1557, 1518, 1825]
labour-event-photo	[641, 670, 1178, 913]
sidebar-schemes-title-2: ಸೌಲಭ್ಯಕ್ಕಾಗಿ ಅರ್ಜಿ ಆಹ್ವಾನ	[66, 883, 261, 907]
lead-col-3: ಪೂರ್ಣಗೊಳಿಸುವಂತೆ ಅವರು ಸಂಬಂಧಿಸಿದ ಅಧಿಕಾರಿಗಳಿಗೆ ಸೂಚನೆ ನೀಡಿದರು. ರಾಜ್ಯ ಹಿಂದುಳಿದ ವರ್ಗಗಳ ಆಯೋಗದ ನಿರ್ದೇಶನದಂತೆ ಎಲ್ಲಾ ಗ್ರಾಮ ಪಂಚಾಯತಿಗಳಲ್ಲಿ ಸಮೀಕ್ಷೆ ನಡೆಸಲಾಗುತ್ತದೆ. ಜಿಲ್ಲೆಯಲ್ಲಿ 65 ಪ್ರಶ್ನಾವಳಿಯನ್ನೊಳಗೊಂಡ ನಮೂನೆಯ ಮೂಲಕ ಮಾಹಿತಿ ಸಂಗ್ರಹಿಸಲಾಗುವುದು. ಉಪ ವಿಭಾಗಾಧಿಕಾರಿಗಳು, ತಹಶೀಲ್ದಾರ್‌ಗಳು, ಕಾರ್ಯನಿರ್ವಾಹಕ ಅಧಿಕಾರಿಗಳು, ಮುಖ್ಯೋಪಾಧ್ಯಾಯರು, ಶಿಕ್ಷಕರು, ಅಂಗನವಾಡಿ ಕಾರ್ಯಕರ್ತೆಯರು ಮತ್ತು ಮಹಿಳಾ ಮತ್ತು ಮಕ್ಕಳ ಕಲ್ಯಾಣ ಇಲಾಖೆ ಸಿಬ್ಬಂದಿ ಈ ಕಾರ್ಯದಲ್ಲಿ ಭಾಗವಹಿಸಲಿದ್ದಾರೆ.	[808, 182, 1036, 306]
sidebar-pooja-title: ವಿಶೇಷ ಪೂಜಾ ಕಾರ್ಯಕ್ರಮ	[8, 1238, 203, 1262]
sidebar-schemes-body: ಚಿಕ್ಕಬಳ್ಳಾಪುರ: 2025–26 ನೇ ಸಾಲಿನಲ್ಲಿ ಕರ್ನಾಟಕ ಹಿಂದುಳಿದ ವರ್ಗಗಳ ಅಭಿವೃದ್ಧಿ ನಿಗಮದ ವಿವಿಧ ಯೋಜನೆಗಳ ಸೌಲಭ್ಯಕ್ಕಾಗಿ ಆನ್‌ಲೈನ್ ಮೂಲಕ ಅರ್ಜಿಗಳನ್ನು ಆಹ್ವಾನಿಸಲಾಗಿದೆ. ಅರ್ಜಿಗಳನ್ನು ಸೆಪ್ಟೆಂಬರ್ 17 ರೊಳಗೆ ಸೇವಾ ಸಿಂಧು ಪೋರ್ಟಲ್ ಮೂಲಕ ಸಲ್ಲಿಸಬಹುದು. (ಸಾಲಸೌಲಭ್ಯ 2013–24 ಮತ್ತು 2014–25 ನೇ ಸಾಲಿನಲ್ಲಿ ಅರ್ಜಿ ಸಲ್ಲಿಸಿರುವ ಅಭ್ಯರ್ಥಿಗಳು ಮತ್ತೊಮ್ಮೆ ಅರ್ಜಿ ಸಲ್ಲಿಸುವ ಅವಶ್ಯಕತೆ ಇರುವುದಿಲ್ಲ). ಹೆಚ್ಚಿನ ವಿವರಗಳಿಗಾಗಿ ಸಂಬಂಧಪಟ್ಟ ತಾಲ್ಲೂಕು ಸಹಾಯಕ ನಿರ್ದೇಶಕರು (ಗ್ರೇಡ್-2) ಸಮಾಜ ಕಲ್ಯಾಣ ಇಲಾಖೆ, ಚಿಕ್ಕಬಳ್ಳಾಪುರ, ಶಿಡ್ಲಘಟ್ಟ, ಚಿಂತಾಮಣಿ, ಬಾಗೇಪಲ್ಲಿ, ಗುಡಿಬಂಡೆ, ಮತ್ತು ಗೌರಿಬಿದನೂರು ಕಚೇರಿ ಹಾಗೂ ನಿಗಮದ ಜಿಲ್ಲಾ ವ್ಯವಸ್ಥಾಪಕರ ಕಚೇರಿ ದೂರವಾಣಿ ಸಂಖ್ಯೆ: 08156-277117 ಗೆ ಸಂಪರ್ಕಿಸಬಹುದು ಎಂದು ಜಿಲ್ಲಾ ವ್ಯವಸ್ಥಾಪಕರು ಪ್ರಕಟಣೆಯಲ್ಲಿ ತಿಳಿಸಿದ್ದಾರೆ.	[8, 915, 319, 1053]
objection-headline: ಆಕ್ಷೇಪಣೆ ಸಲ್ಲಿಸಲು ಅರ್ಜಿ ಆಹ್ವಾನ	[335, 1381, 640, 1414]
elephant-headline: ವಿದ್ಯುತ್ ತಗುಲಿ ಕಾಡಾನೆ ಸಾವು	[1158, 1382, 1443, 1415]
